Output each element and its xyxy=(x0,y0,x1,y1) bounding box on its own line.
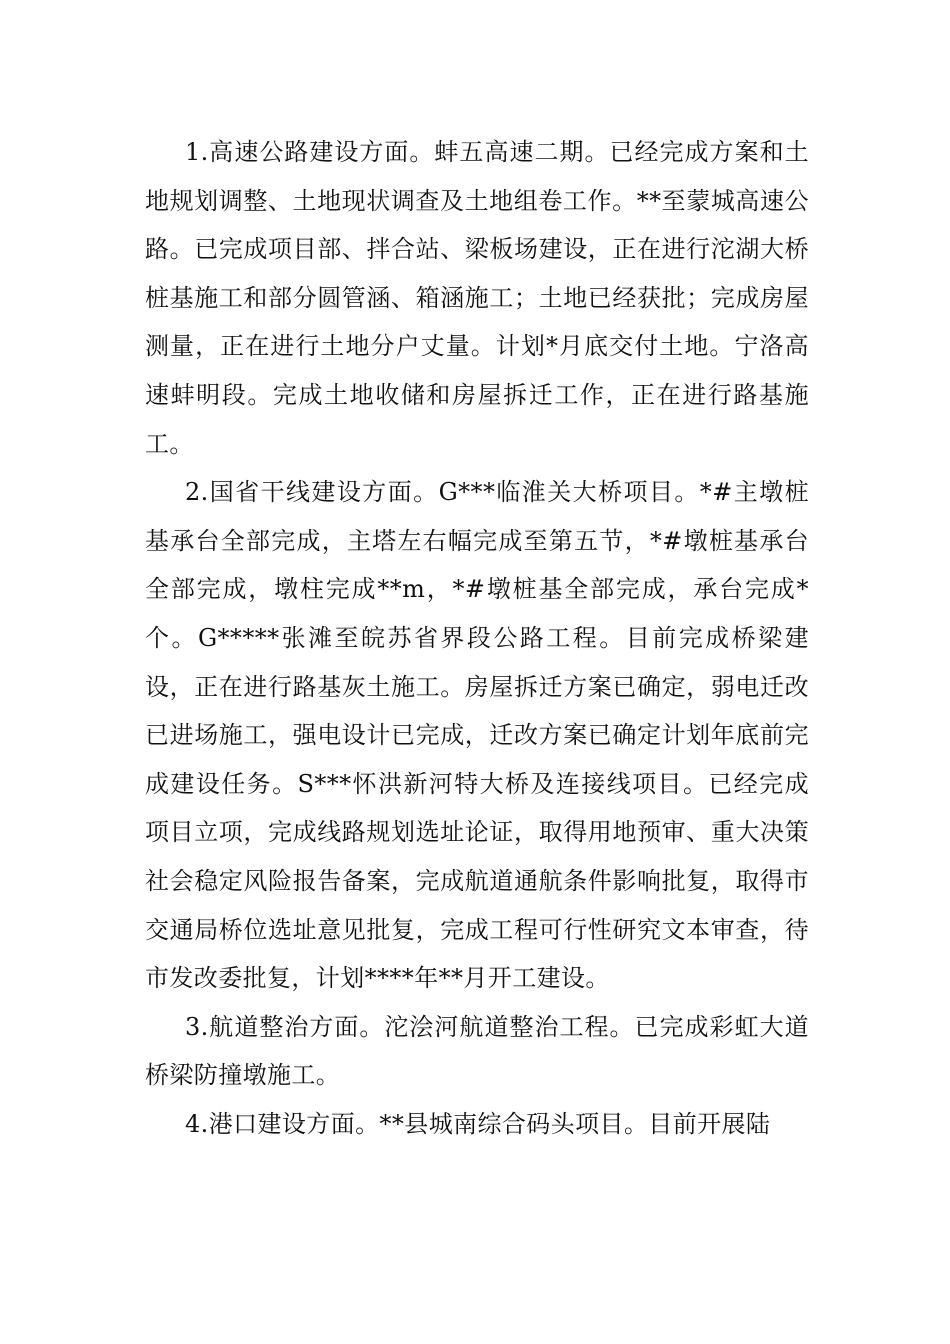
document-body xyxy=(145,128,809,1148)
paragraph-port-construction: 4.港口建设方面。**县城南综合码头项目。目前开展陆 xyxy=(185,1109,771,1138)
paragraph-waterway-regulation: 3.航道整治方面。沱浍河航道整治工程。已完成彩虹大道桥梁防撞墩施工。 xyxy=(145,1012,809,1090)
paragraph-highway-construction: 1.高速公路建设方面。蚌五高速二期。已经完成方案和土地规划调整、土地现状调查及土地组卷工作。**至蒙城高速公路。已完成项目部、拌合站、梁板场建设，正在进行沱湖大桥桩基施工和部分圆管涵、箱涵施工；土地已经获批；完成房屋测量，正在进行土地分户丈量。计划*月底交付土地。宁洛高速蚌明段。完成土地收储和房屋拆迁工作，正在进行路基施工。 xyxy=(145,138,809,458)
paragraph-national-provincial-roads: 2.国省干线建设方面。G***临淮关大桥项目。*#主墩桩基承台全部完成，主塔左右幅完成至第五节，*#墩桩基承台全部完成，墩柱完成**m，*#墩桩基全部完成，承台完成*个。G*****张滩至皖苏省界段公路工程。目前完成桥梁建设，正在进行路基灰土施工。房屋拆迁方案已确定，弱电迁改已进场施工，强电设计已完成，迁改方案已确定计划年底前完成建设任务。S***怀洪新河特大桥及连接线项目。已经完成项目立项，完成线路规划选址论证，取得用地预审、重大决策社会稳定风险报告备案，完成航道通航条件影响批复，取得市交通局桥位选址意见批复，完成工程可行性研究文本审查，待市发改委批复，计划****年**月开工建设。 xyxy=(145,478,809,993)
